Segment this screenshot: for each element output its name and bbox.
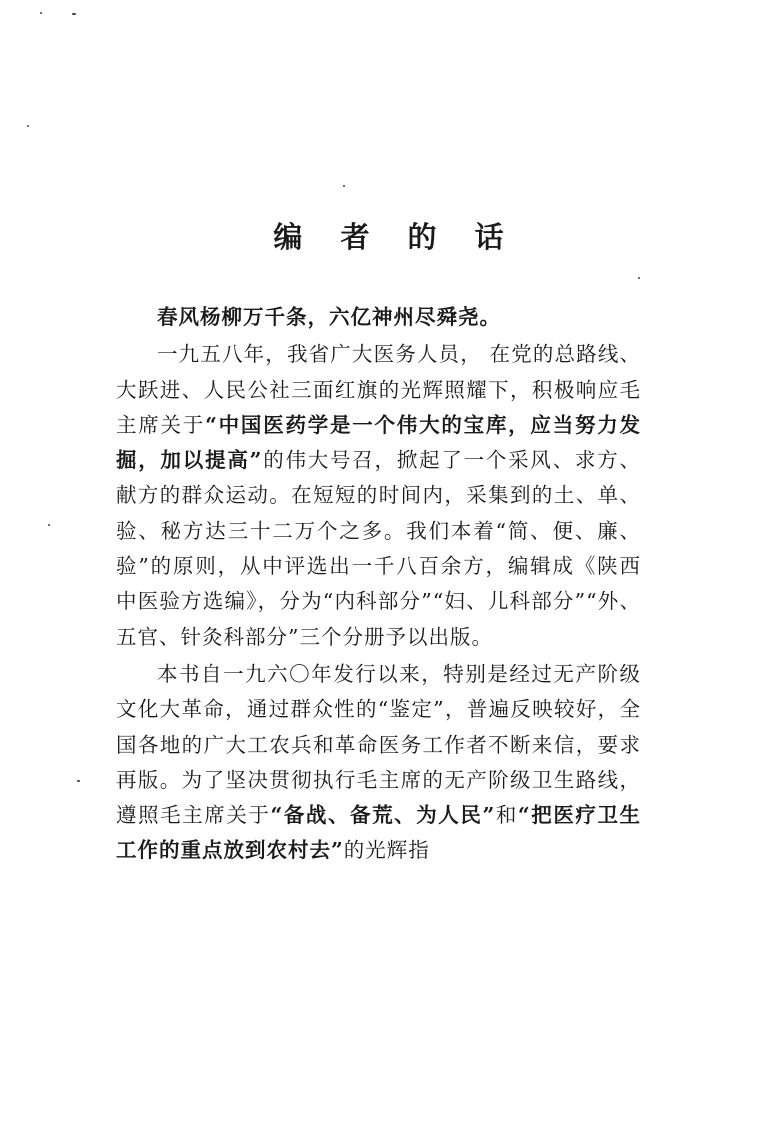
text-run: 和 (495, 803, 518, 828)
text-run: 本书自一九六〇年发行以来，特别是经过无产阶级文化大革命，通过群众性的“鉴定”，普遍反映较好，全国各地的广大工农兵和革命医务工作者不断来信，要求再版。为了坚决贯彻执行毛主席的无产阶级卫生路线，遵照毛主席关于 (116, 661, 641, 828)
scan-speck (40, 12, 42, 14)
paragraph-1 (116, 300, 641, 335)
scan-speck (27, 125, 29, 127)
scan-speck (343, 185, 345, 187)
scan-speck (77, 780, 80, 782)
text-run: 的伟大号召，掀起了一个采风、求方、献方的群众运动。在短短的时间内，采集到的土、单、验、秘方达三十二万个之多。我们本着“简、便、廉、验”的原则，从中评选出一千八百余方，编辑成《陕西中医验方选编》，分为“内科部分”“妇、儿科部分”“外、五官、针灸科部分”三个分册予以出版。 (116, 448, 642, 649)
text-run: 一九五八年，我省广大医务人员， 在党的总路线、大跃进、人民公社三面红旗的光辉照耀下，积极响应毛主席关于 (116, 342, 641, 437)
text-run: 春风杨柳万千条，六亿神州尽舜尧。 (157, 305, 501, 329)
text-run-bold: “把医疗卫生工作的重点放到农村去” (116, 803, 642, 863)
text-run: 的光辉指 (343, 838, 430, 863)
scan-speck (72, 13, 76, 15)
paragraph-2 (116, 337, 641, 655)
text-run-bold: “中国医药学是一个伟大的宝库，应当努力发掘，加以提高” (116, 412, 642, 473)
body-text (116, 300, 641, 869)
page-title: 编 者 的 话 (273, 220, 518, 254)
scan-speck (48, 524, 50, 526)
text-run-bold: “备战、备荒、为人民” (270, 803, 496, 828)
paragraph-3 (116, 657, 641, 869)
scan-speck (638, 277, 640, 279)
